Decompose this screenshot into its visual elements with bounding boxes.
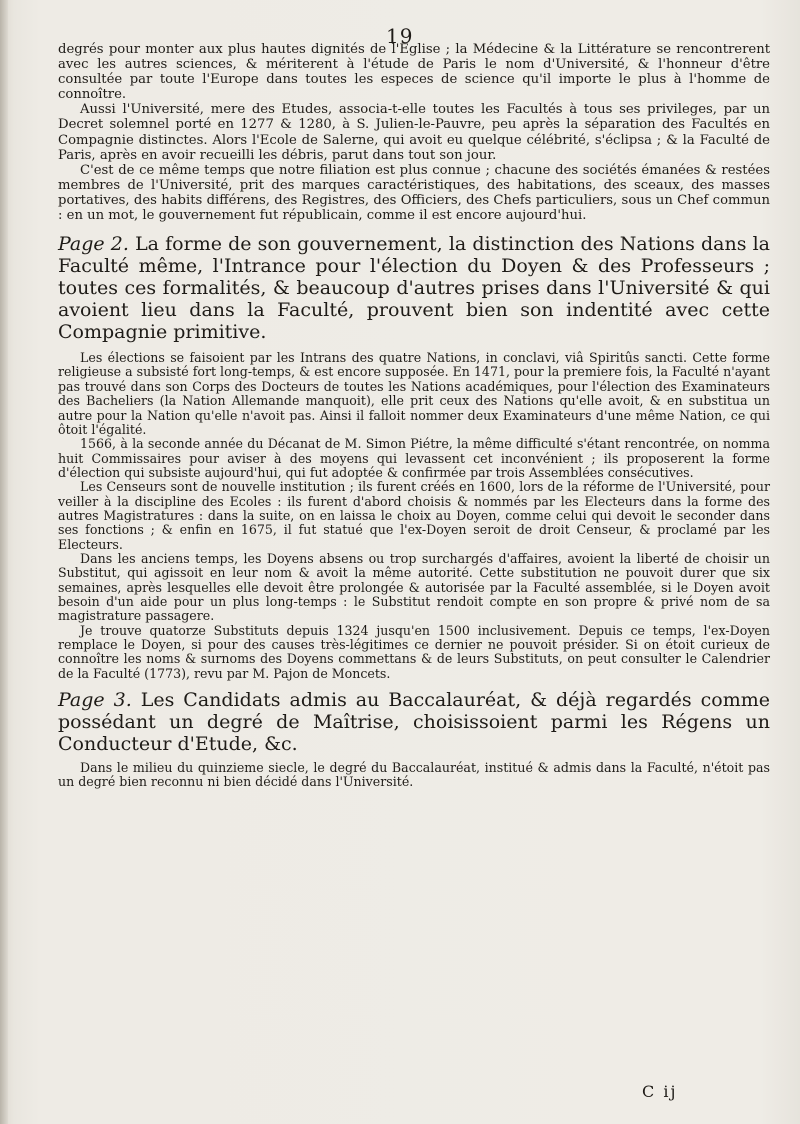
paragraph: Je trouve quatorze Substituts depuis 1324 jusqu'en 1500 inclusivement. Depuis ce temps, l'ex-Doyen remplace le Doyen, si pour des causes très-légitimes ce dernier ne pouvoit présider. Si on étoit curieux de connoître les noms & surnoms des Doyens commettans & de leurs Substituts, on peut consulter le Calendrier de la Faculté (1773), revu par M. Pajon de Moncets. [58, 622, 770, 681]
paragraph: 1566, à la seconde année du Décanat de M. Simon Piétre, la même difficulté s'étant rencontrée, on nomma huit Commissaires pour aviser à des moyens qui levassent cet inconvénient ; ils proposerent la forme d'élection qui subsiste aujourd'hui, qui fut adoptée & confirmée par trois Assemblées consécutives. [58, 436, 770, 480]
section-text: La forme de son gouvernement, la distinction des Nations dans la Faculté même, l'Intrance pour l'élection du Doyen & des Professeurs ; toutes ces formalités, & beaucoup d'autres prises dans l'Université & qui avoient lieu dans la Faculté, prouvent bien son indentité avec cette Compagnie primitive. [58, 233, 770, 344]
footer-paragraph: Dans le milieu du quinzieme siecle, le degré du Baccalauréat, institué & admis dans la Faculté, n'étoit pas un degré bien reconnu ni bien décidé dans l'Université. [58, 760, 770, 790]
section-2-body [58, 351, 770, 681]
binding-gutter [0, 0, 8, 1124]
page-content [58, 42, 770, 790]
paragraph: C'est de ce même temps que notre filiation est plus connue ; chacune des sociétés émanées & restées membres de l'Université, prit des marques caractéristiques, des habitations, des sceaux, des masses portatives, des habits différens, des Registres, des Officiers, des Chefs particuliers, sous un Chef commun : en un mot, le gouvernement fut républicain, comme il est encore aujourd'hui. [58, 162, 770, 224]
section-label: Page 3. [58, 689, 132, 712]
signature-mark: C ij [642, 1082, 678, 1101]
section-heading-page-3 [58, 689, 770, 755]
page-number: 19 [386, 24, 414, 48]
paragraph: Dans les anciens temps, les Doyens absens ou trop surchargés d'affaires, avoient la liberté de choisir un Substitut, qui agissoit en leur nom & avoit la même autorité. Cette substitution ne pouvoit durer que six semaines, après lesquelles elle devoit être prolongée & autorisée par la Faculté assemblée, si le Doyen avoit besoin d'un aide pour un plus long-temps : le Substitut rendoit compte en son propre & privé nom de sa magistrature passagere. [58, 550, 770, 624]
paragraph: Les Censeurs sont de nouvelle institution ; ils furent créés en 1600, lors de la réforme de l'Université, pour veiller à la discipline des Ecoles : ils furent d'abord choisis & nommés par les Electeurs dans la forme des autres Magistratures : dans la suite, on en laissa le choix au Doyen, comme celui qui devoit le seconder dans ses fonctions ; & enfin en 1675, il fut statué que l'ex-Doyen seroit de droit Censeur, & proclamé par les Electeurs. [58, 479, 770, 552]
section-label: Page 2. [58, 233, 129, 256]
paragraph: Les élections se faisoient par les Intrans des quatre Nations, in conclavi, viâ Spiritûs sancti. Cette forme religieuse a subsisté fort long-temps, & est encore supposée. En 1471, pour la premiere fois, la Faculté n'ayant pas trouvé dans son Corps des Docteurs de toutes les Nations académiques, pour l'élection des Examinateurs des Bacheliers (la Nation Allemande manquoit), elle prit ceux des Nations qu'elle avoit, & en substitua un autre pour la Nation qu'elle n'avoit pas. Ainsi il falloit nommer deux Examinateurs d'une même Nation, ce qui ôtoit l'égalité. [58, 350, 770, 437]
section-text: Les Candidats admis au Baccalauréat, & déjà regardés comme possédant un degré de Maîtrise, choisissoient parmi les Régens un Conducteur d'Etude, &c. [58, 689, 770, 756]
paragraph: degrés pour monter aux plus hautes dignités de l'Eglise ; la Médecine & la Littérature se rencontrerent avec les autres sciences, & mériterent à l'étude de Paris le nom d'Université, & l'honneur d'être consultée par toute l'Europe dans toutes les especes de science qu'il importe le plus à l'homme de connoître. [58, 42, 770, 103]
intro-text [58, 42, 770, 223]
paragraph: Aussi l'Université, mere des Etudes, associa-t-elle toutes les Facultés à tous ses privileges, par un Decret solemnel porté en 1277 & 1280, à S. Julien-le-Pauvre, peu après la séparation des Facultés en Compagnie distinctes. Alors l'Ecole de Salerne, qui avoit eu quelque célébrité, s'éclipsa ; & la Faculté de Paris, après en avoir recueilli les débris, parut dans tout son jour. [58, 102, 770, 163]
section-heading-page-2 [58, 233, 770, 343]
